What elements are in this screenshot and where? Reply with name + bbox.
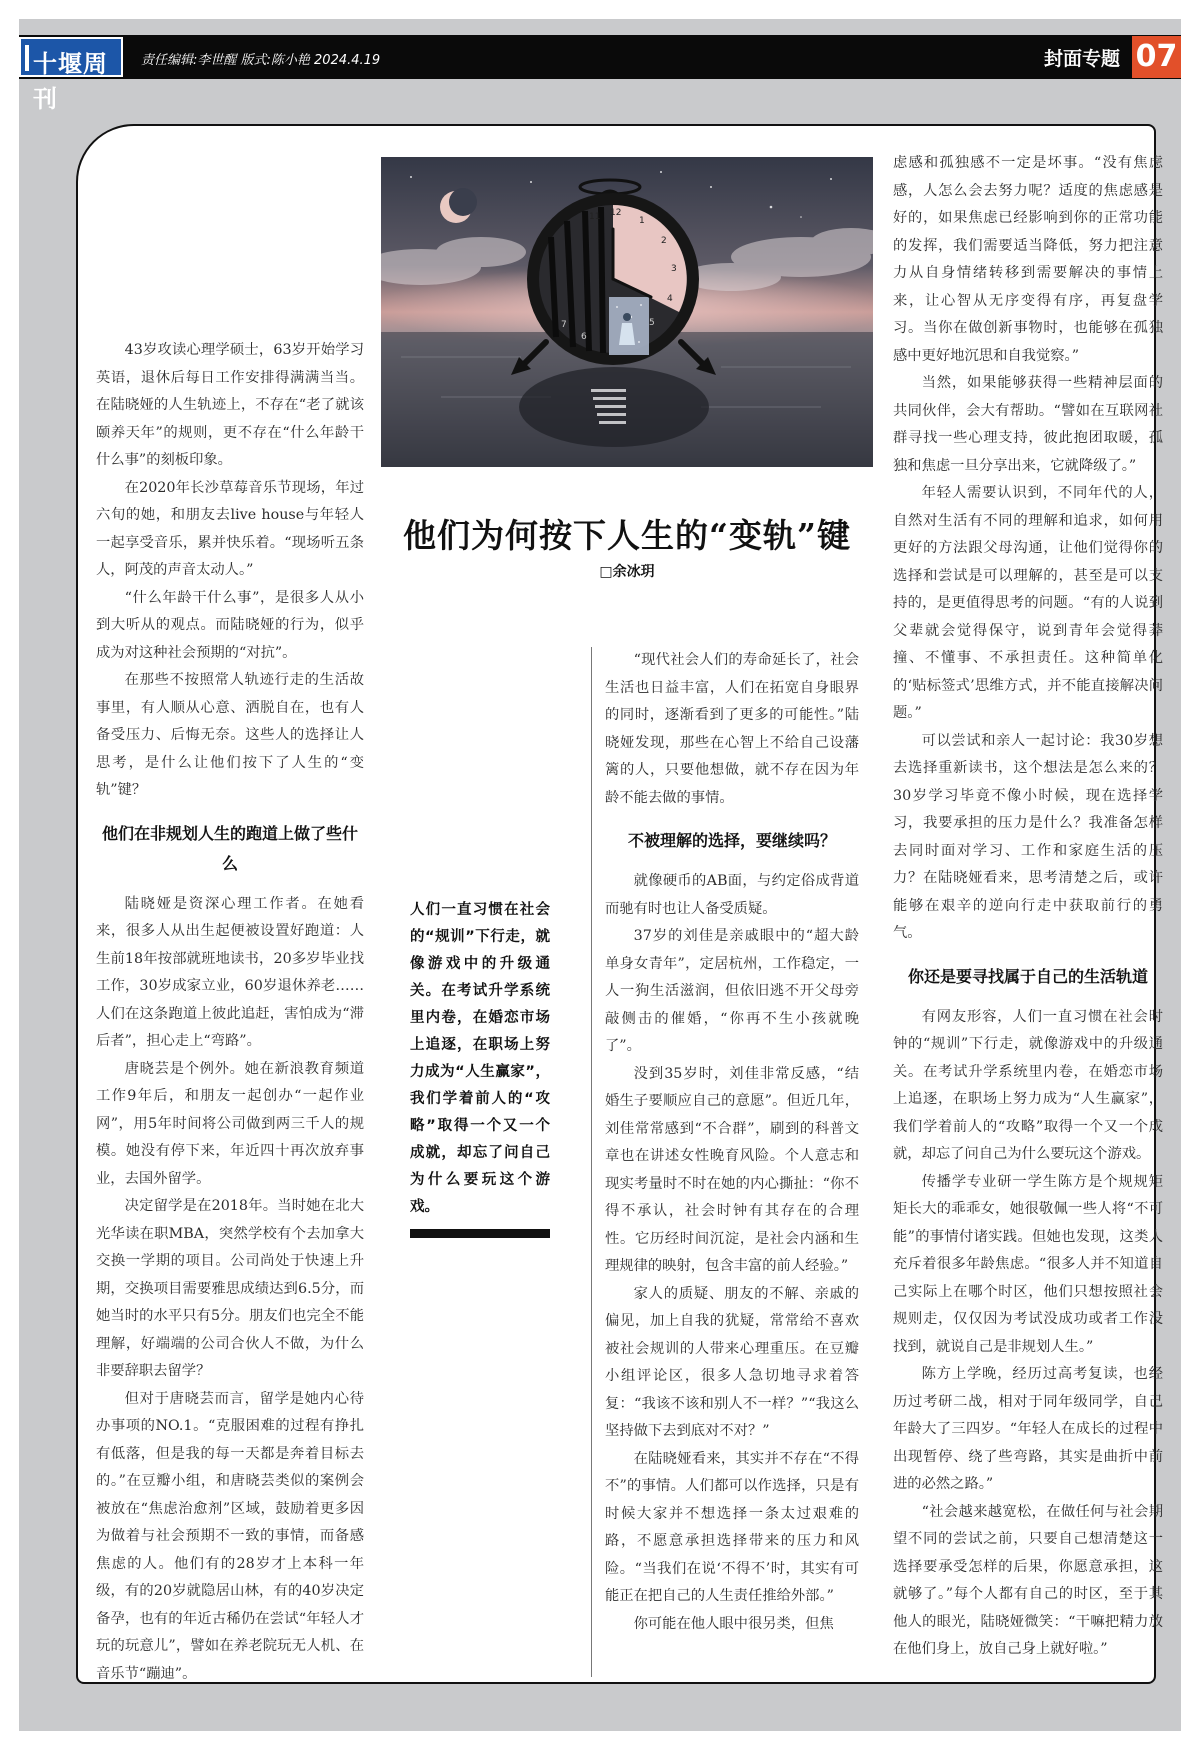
paragraph: 陈方上学晚，经历过高考复读，也经历过考研二战，相对于同年级同学，自己年龄大了三四岁。“年轻人在成长的过程中出现暂停、绕了些弯路，其实是曲折中前进的必然之路。”	[893, 1366, 1163, 1492]
section-heading: 不被理解的选择，要继续吗？	[627, 831, 836, 850]
pull-quote-bar	[410, 1229, 550, 1238]
paragraph: 决定留学是在2018年。当时她在北大光华读在职MBA，突然学校有个去加拿大交换一学期的项目。公司尚处于快速上升期，交换项目需要雅思成绩达到6.5分，而她当时的水平只有5分。朋友们也完全不能理解，好端端的公司合伙人不做，为什么非要辞职去留学？	[96, 1198, 364, 1379]
clock-number: 12	[610, 208, 622, 218]
section-label: 封面专题	[1044, 48, 1121, 70]
paragraph: “什么年龄干什么事”，是很多人从小到大听从的观点。而陆晓娅的行为，似乎成为对这种社会预期的“对抗”。	[96, 589, 364, 661]
paragraph: 陆晓娅是资深心理工作者。在她看来，很多人从出生起便被设置好跑道：人生前18年按部就班地读书，20多岁毕业找工作，30岁成家立业，60岁退休养老……人们在这条跑道上彼此追赶，害怕成为“滞后者”，担心走上“弯路”。	[96, 895, 364, 1049]
paragraph: 在那些不按照常人轨迹行走的生活故事里，有人顺从心意、洒脱自在，也有人备受压力、后悔无奈。这些人的选择让人思考，是什么让他们按下了人生的“变轨”键？	[96, 672, 364, 798]
clock-number: 6	[581, 332, 587, 342]
text-column-3	[893, 150, 1163, 1664]
paragraph: 虑感和孤独感不一定是坏事。“没有焦虑感，人怎么会去努力呢？适度的焦虑感是好的，如果焦虑已经影响到你的正常功能的发挥，我们需要适当降低，努力把注意力从自身情绪转移到需要解决的事情上来，让心智从无序变得有序，再复盘学习。当你在做创新事物时，也能够在孤独感中更好地沉思和自我觉察。”	[893, 155, 1163, 364]
paragraph: 在2020年长沙草莓音乐节现场，年过六旬的她，和朋友去live house与年轻人一起享受音乐，累并快乐着。“现场听五条人，阿茂的声音太动人。”	[96, 479, 364, 578]
newspaper-logo	[19, 37, 123, 113]
cover-illustration	[381, 157, 873, 467]
paragraph: 年轻人需要认识到，不同年代的人，自然对生活有不同的理解和追求，如何用更好的方法跟父母沟通，让他们觉得你的选择和尝试是可以理解的，甚至是可以支持的，是更值得思考的问题。“有的人说到父辈就会觉得保守，说到青年会觉得莽撞、不懂事、不承担责任。这种简单化的‘贴标签式’思维方式，并不能直接解决问题。”	[893, 485, 1163, 721]
page-number: 07	[1132, 36, 1181, 78]
paragraph: 37岁的刘佳是亲戚眼中的“超大龄单身女青年”，定居杭州，工作稳定，一人一狗生活滋润，但依旧逃不开父母旁敲侧击的催婚，“你再不生小孩就晚了”。	[605, 928, 859, 1054]
text-column-1	[96, 337, 364, 1688]
paragraph: 唐晓芸是个例外。她在新浪教育频道工作9年后，和朋友一起创办“一起作业网”，用5年时间将公司做到两三千人的规模。她没有停下来，年近四十再次放弃事业，去国外留学。	[96, 1060, 364, 1187]
paragraph: 就像硬币的AB面，与约定俗成背道而驰有时也让人备受质疑。	[605, 873, 859, 917]
column-divider	[591, 647, 592, 1677]
paragraph: 家人的质疑、朋友的不解、亲戚的偏见，加上自我的犹疑，常常给不喜欢被社会规训的人带来心理重压。在豆瓣小组评论区，很多人急切地寻求着答复：“我该不该和别人不一样？”“我这么坚持做下去到底对不对？”	[605, 1285, 859, 1439]
logo-bar	[25, 45, 29, 71]
logo-text: 十堰周刊	[33, 49, 108, 113]
clock-number: 3	[671, 264, 677, 274]
paragraph: 有网友形容，人们一直习惯在社会时钟的“规训”下行走，就像游戏中的升级通关。在考试升学系统里内卷，在婚恋市场上追逐，在职场上努力成为“人生赢家”，我们学着前人的“攻略”取得一个又一个成就，却忘了问自己为什么要玩这个游戏。	[893, 1008, 1163, 1162]
paragraph: 43岁攻读心理学硕士，63岁开始学习英语，退休后每日工作安排得满满当当。在陆晓娅的人生轨迹上，不存在“老了就该颐养天年”的规则，更不存在“什么年龄干什么事”的刻板印象。	[96, 342, 364, 468]
paragraph: 可以尝试和亲人一起讨论：我30岁想去选择重新读书，这个想法是怎么来的？30岁学习毕竟不像小时候，现在选择学习，我要承担的压力是什么？我准备怎样去同时面对学习、工作和家庭生活的压力？在陆晓娅看来，思考清楚之后，或许能够在艰辛的逆向行走中获取前行的勇气。	[893, 732, 1163, 941]
paragraph: 在陆晓娅看来，其实并不存在“不得不”的事情。人们都可以作选择，只是有时候大家并不想选择一条太过艰难的路，不愿意承担选择带来的压力和风险。“当我们在说‘不得不’时，其实有可能正在把自己的人生责任推给外部。”	[605, 1450, 859, 1604]
clock-number: 4	[667, 294, 673, 304]
article-byline: □余冰玥	[599, 564, 655, 580]
paragraph: “社会越来越宽松，在做任何与社会期望不同的尝试之前，只要自己想清楚这一选择要承受怎样的后果，你愿意承担，这就够了。”每个人都有自己的时区，至于其他人的眼光，陆晓娅微笑：“干嘛把精力放在他们身上，放自己身上就好啦。”	[893, 1503, 1163, 1657]
editor-credits: 责任编辑:李世醒 版式:陈小艳 2024.4.19	[141, 53, 381, 68]
clock-number: 5	[649, 318, 655, 328]
paragraph: 但对于唐晓芸而言，留学是她内心待办事项的NO.1。“克服困难的过程有挣扎有低落，但是我的每一天都是奔着目标去的。”在豆瓣小组，和唐晓芸类似的案例会被放在“焦虑治愈剂”区域，鼓励着更多因为做着与社会预期不一致的事情，而备感焦虑的人。他们有的28岁才上本科一年级，有的20岁就隐居山林，有的40岁决定备孕，也有的年近古稀仍在尝试“年轻人才玩的玩意儿”，譬如在养老院玩无人机、在音乐节“蹦迪”。	[96, 1390, 364, 1682]
masthead	[19, 35, 1181, 113]
text-column-2	[605, 647, 859, 1638]
section-heading: 你还是要寻找属于自己的生活轨道	[907, 966, 1148, 986]
paragraph: 传播学专业研一学生陈方是个规规矩矩长大的乖乖女，她很敬佩一些人将“不可能”的事情付诸实践。但她也发现，这类人充斥着很多年龄焦虑。“很多人并不知道自己实际上在哪个时区，他们只想按照社会规则走，仅仅因为考试没成功或者工作没找到，就说自己是非规划人生。”	[893, 1173, 1163, 1355]
paragraph: 当然，如果能够获得一些精神层面的共同伙伴，会大有帮助。“譬如在互联网社群寻找一些心理支持，彼此抱团取暖，孤独和焦虑一旦分享出来，它就降级了。”	[893, 375, 1163, 474]
clock-illustration-svg	[381, 157, 873, 467]
article-title: 他们为何按下人生的“变轨”键	[403, 516, 851, 555]
section-heading: 他们在非规划人生的跑道上做了些什么	[101, 823, 358, 873]
clock-number: 2	[661, 236, 667, 246]
paragraph: 你可能在他人眼中很另类，但焦	[633, 1615, 834, 1632]
clock-number: 7	[561, 320, 567, 330]
pull-quote: 人们一直习惯在社会的“规训”下行走，就像游戏中的升级通关。在考试升学系统里内卷，在婚恋市场上追逐，在职场上努力成为“人生赢家”，我们学着前人的“攻略”取得一个又一个成就，却忘了问自己为什么要玩这个游戏。	[410, 902, 550, 1215]
paragraph: 没到35岁时，刘佳非常反感，“结婚生子要顺应自己的意愿”。但近几年，刘佳常常感到“不合群”，刷到的科普文章也在讲述女性晚育风险。个人意志和现实考量时不时在她的内心撕扯：“你不得不承认，社会时钟有其存在的合理性。它历经时间沉淀，是社会内涵和生理规律的映射，包含丰富的前人经验。”	[605, 1065, 859, 1274]
paragraph: “现代社会人们的寿命延长了，社会生活也日益丰富，人们在拓宽自身眼界的同时，逐渐看到了更多的可能性。”陆晓娅发现，那些在心智上不给自己设藩篱的人，只要他想做，就不存在因为年龄不能去做的事情。	[605, 652, 859, 806]
clock-number: 1	[639, 216, 645, 226]
clock-number: 11	[589, 212, 601, 222]
